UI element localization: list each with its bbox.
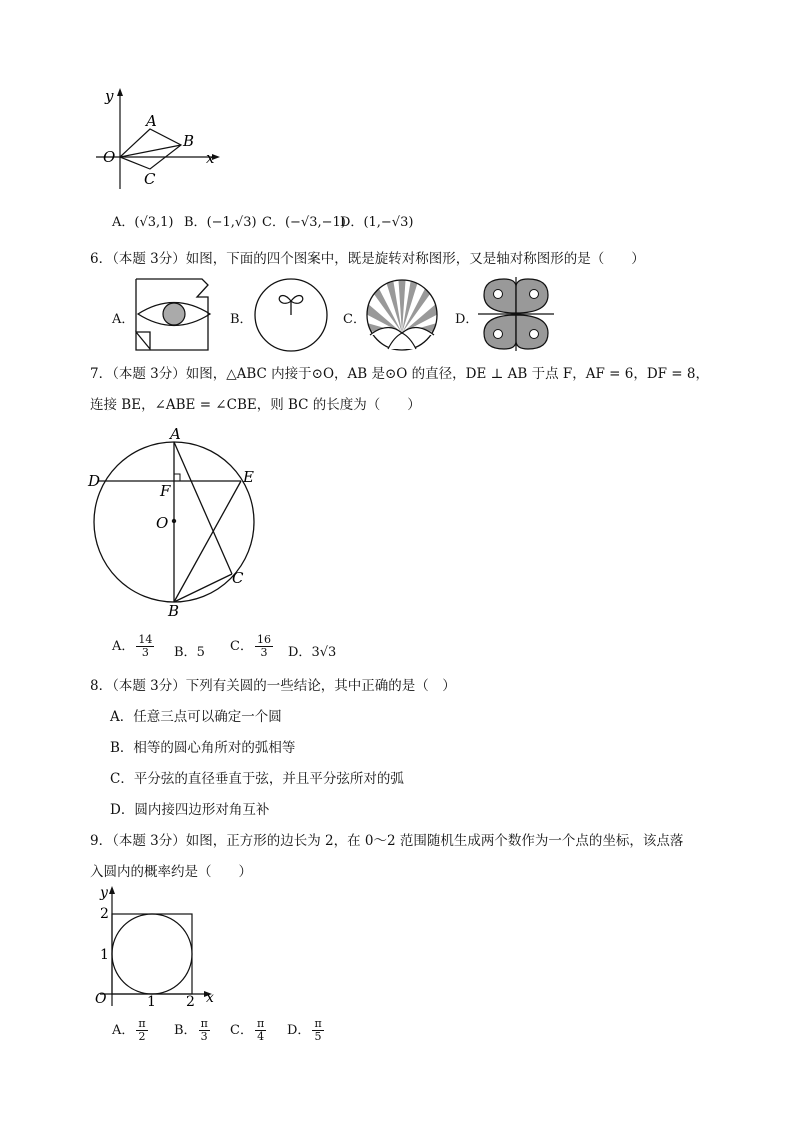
label-b: B	[183, 132, 195, 150]
label-y: y	[105, 87, 114, 105]
q7-option-c[interactable]	[230, 634, 275, 659]
denominator: 3	[260, 646, 268, 659]
option-fraction	[199, 1018, 210, 1043]
segment-be	[174, 481, 241, 602]
label-a: A	[170, 425, 181, 443]
denominator: 4	[257, 1030, 265, 1043]
q9-figure	[90, 884, 230, 1010]
option-letter: B．	[174, 645, 197, 660]
label-c: C	[232, 569, 244, 587]
label-d: D	[88, 472, 101, 490]
denominator: 2	[138, 1030, 146, 1043]
q6-figure-a[interactable]	[134, 277, 214, 353]
q9-stem-line2: 入圆内的概率约是（ ）	[90, 864, 252, 880]
y-axis-arrow	[109, 886, 115, 894]
label-x: x	[206, 990, 214, 1006]
hole-circle	[494, 330, 503, 339]
label-o: O	[156, 514, 169, 532]
center-dot	[172, 519, 176, 523]
q9-option-b[interactable]	[174, 1018, 212, 1043]
option-letter: B．	[184, 215, 207, 230]
numerator: π	[200, 1017, 208, 1030]
q7-option-d[interactable]	[288, 641, 336, 660]
hole-circle	[530, 330, 539, 339]
q8-option-a[interactable]: A．任意三点可以确定一个圆	[110, 709, 282, 725]
option-expr: (√3,1)	[134, 215, 174, 230]
option-letter: C．	[262, 215, 285, 230]
inner-arc	[388, 333, 416, 349]
hole-circle	[530, 290, 539, 299]
q9-option-d[interactable]	[287, 1018, 326, 1043]
q5-option-d[interactable]	[340, 211, 413, 230]
q9-option-c[interactable]	[230, 1018, 268, 1043]
option-letter: A．	[112, 639, 135, 654]
q8-option-b[interactable]: B．相等的圆心角所对的弧相等	[110, 740, 296, 756]
rhombus	[120, 129, 181, 169]
inscribed-circle	[112, 914, 192, 994]
option-letter: D．	[340, 215, 364, 230]
q7-figure	[86, 424, 276, 620]
denominator: 3	[200, 1030, 208, 1043]
q8-option-c[interactable]: C．平分弦的直径垂直于弦，并且平分弦所对的弧	[110, 771, 404, 787]
option-expr: (−1,√3)	[206, 215, 257, 230]
option-letter: A．	[112, 215, 135, 230]
option-fraction	[312, 1018, 323, 1043]
hole-circle	[494, 290, 503, 299]
sprout-leaf-right	[291, 296, 303, 304]
q6-option-b-label[interactable]: B．	[230, 312, 253, 327]
q7-option-a[interactable]	[112, 634, 156, 659]
label-y: y	[100, 885, 108, 901]
q5-option-c[interactable]	[262, 211, 346, 230]
option-letter: A．	[112, 1023, 135, 1038]
label-c: C	[144, 170, 156, 188]
q8-option-d[interactable]: D．圆内接四边形对角互补	[110, 802, 270, 818]
q6-option-a-label[interactable]: A．	[112, 312, 135, 327]
label-b: B	[168, 602, 180, 620]
q6-option-c-label[interactable]: C．	[343, 312, 366, 327]
tick-y-2: 2	[100, 906, 109, 922]
numerator: π	[314, 1017, 322, 1030]
pupil-circle	[163, 303, 185, 325]
q9-stem-line1: 9．（本题 3分）如图，正方形的边长为 2，在 0～2 范围随机生成两个数作为一个点的坐标，该点落	[90, 833, 684, 849]
numerator: π	[256, 1017, 265, 1030]
q7-stem-line2: 连接 BE，∠ABE = ∠CBE，则 BC 的长度为（ ）	[90, 397, 421, 413]
label-e: E	[243, 468, 254, 486]
q6-stem: 6．（本题 3分）如图，下面的四个图案中，既是旋转对称图形，又是轴对称图形的是（ ）	[90, 251, 645, 267]
segment-ac	[174, 442, 232, 574]
label-f: F	[160, 482, 171, 500]
label-o: O	[95, 991, 107, 1007]
q8-stem: 8．（本题 3分）下列有关圆的一些结论，其中正确的是（ ）	[90, 678, 456, 694]
option-letter: C．	[230, 639, 253, 654]
q9-option-a[interactable]	[112, 1018, 150, 1043]
q5-option-a[interactable]	[112, 211, 174, 230]
label-o: O	[103, 148, 116, 166]
option-fraction	[255, 634, 273, 659]
option-letter: D．	[287, 1023, 311, 1038]
tick-x-1: 1	[147, 994, 156, 1010]
option-fraction	[136, 1018, 147, 1043]
q6-figure-b[interactable]	[253, 277, 329, 353]
option-expr: (−√3,−1)	[284, 215, 346, 230]
label-a: A	[146, 112, 157, 130]
q6-figure-d[interactable]	[476, 277, 556, 353]
q5-figure	[88, 86, 228, 196]
tick-x-2: 2	[186, 994, 195, 1010]
option-text: 5	[196, 645, 205, 660]
right-angle-mark	[174, 474, 180, 481]
label-x: x	[206, 149, 215, 167]
option-text: 3√3	[311, 645, 337, 660]
numerator: 16	[256, 633, 271, 646]
option-fraction	[136, 634, 154, 659]
q5-option-b[interactable]	[184, 211, 257, 230]
denominator: 3	[141, 646, 149, 659]
option-fraction	[255, 1018, 266, 1043]
numerator: 14	[138, 633, 153, 646]
q6-option-d-label[interactable]: D．	[455, 312, 479, 327]
sprout-leaf-left	[279, 296, 291, 304]
option-expr: (1,−√3)	[363, 215, 414, 230]
option-letter: B．	[174, 1023, 197, 1038]
y-axis-arrow	[117, 88, 123, 96]
q7-option-b[interactable]	[174, 641, 205, 660]
segment-bc	[174, 574, 232, 602]
option-letter: C．	[230, 1023, 253, 1038]
denominator: 5	[314, 1030, 322, 1043]
diagonal-ob	[120, 145, 181, 157]
tick-y-1: 1	[100, 947, 109, 963]
q7-stem-line1: 7．（本题 3分）如图，△ABC 内接于⊙O，AB 是⊙O 的直径，DE ⊥ AB 于点 F，AF = 6，DF = 8，	[90, 366, 710, 382]
sunburst-rays	[364, 277, 440, 333]
numerator: π	[138, 1017, 146, 1030]
option-letter: D．	[288, 645, 312, 660]
q6-figure-c[interactable]	[364, 277, 440, 353]
